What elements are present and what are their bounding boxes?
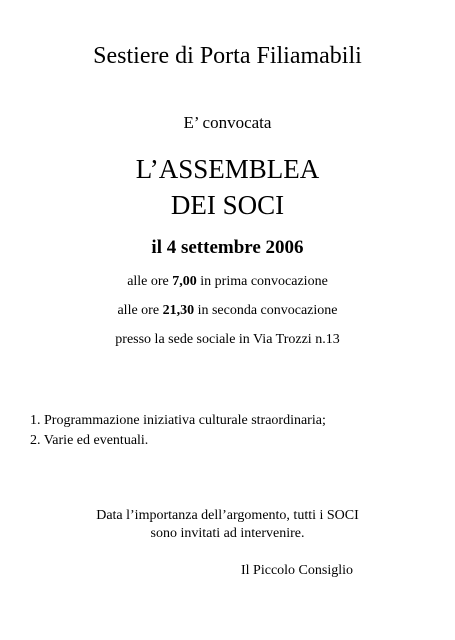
second-call-line: [0, 304, 455, 318]
second-call-suffix: in seconda convocazione: [194, 303, 338, 318]
second-call-prefix: alle ore: [117, 303, 163, 318]
headline-line-1: L’ASSEMBLEA: [135, 154, 320, 184]
meeting-date: il 4 settembre 2006: [151, 237, 304, 258]
agenda-list: [30, 411, 326, 451]
second-call-time: 21,30: [162, 303, 195, 318]
headline-line-2: DEI SOCI: [170, 190, 285, 220]
organization-name: Sestiere di Porta Filiamabili: [93, 43, 362, 69]
signature: Il Piccolo Consiglio: [241, 563, 353, 578]
closing-line-1: Data l’importanza dell’argomento, tutti i SOCI: [96, 508, 359, 523]
first-call-prefix: alle ore: [127, 274, 173, 289]
first-call-time: 7,00: [172, 274, 197, 289]
first-call-line: [0, 275, 455, 289]
meeting-location: presso la sede sociale in Via Trozzi n.13: [115, 332, 340, 347]
agenda-item: 2. Varie ed eventuali.: [30, 433, 149, 448]
agenda-item: 1. Programmazione iniziativa culturale straordinaria;: [30, 413, 326, 428]
convened-text: E’ convocata: [183, 113, 272, 132]
first-call-suffix: in prima convocazione: [196, 274, 328, 289]
closing-line-2: sono invitati ad intervenire.: [150, 526, 305, 541]
